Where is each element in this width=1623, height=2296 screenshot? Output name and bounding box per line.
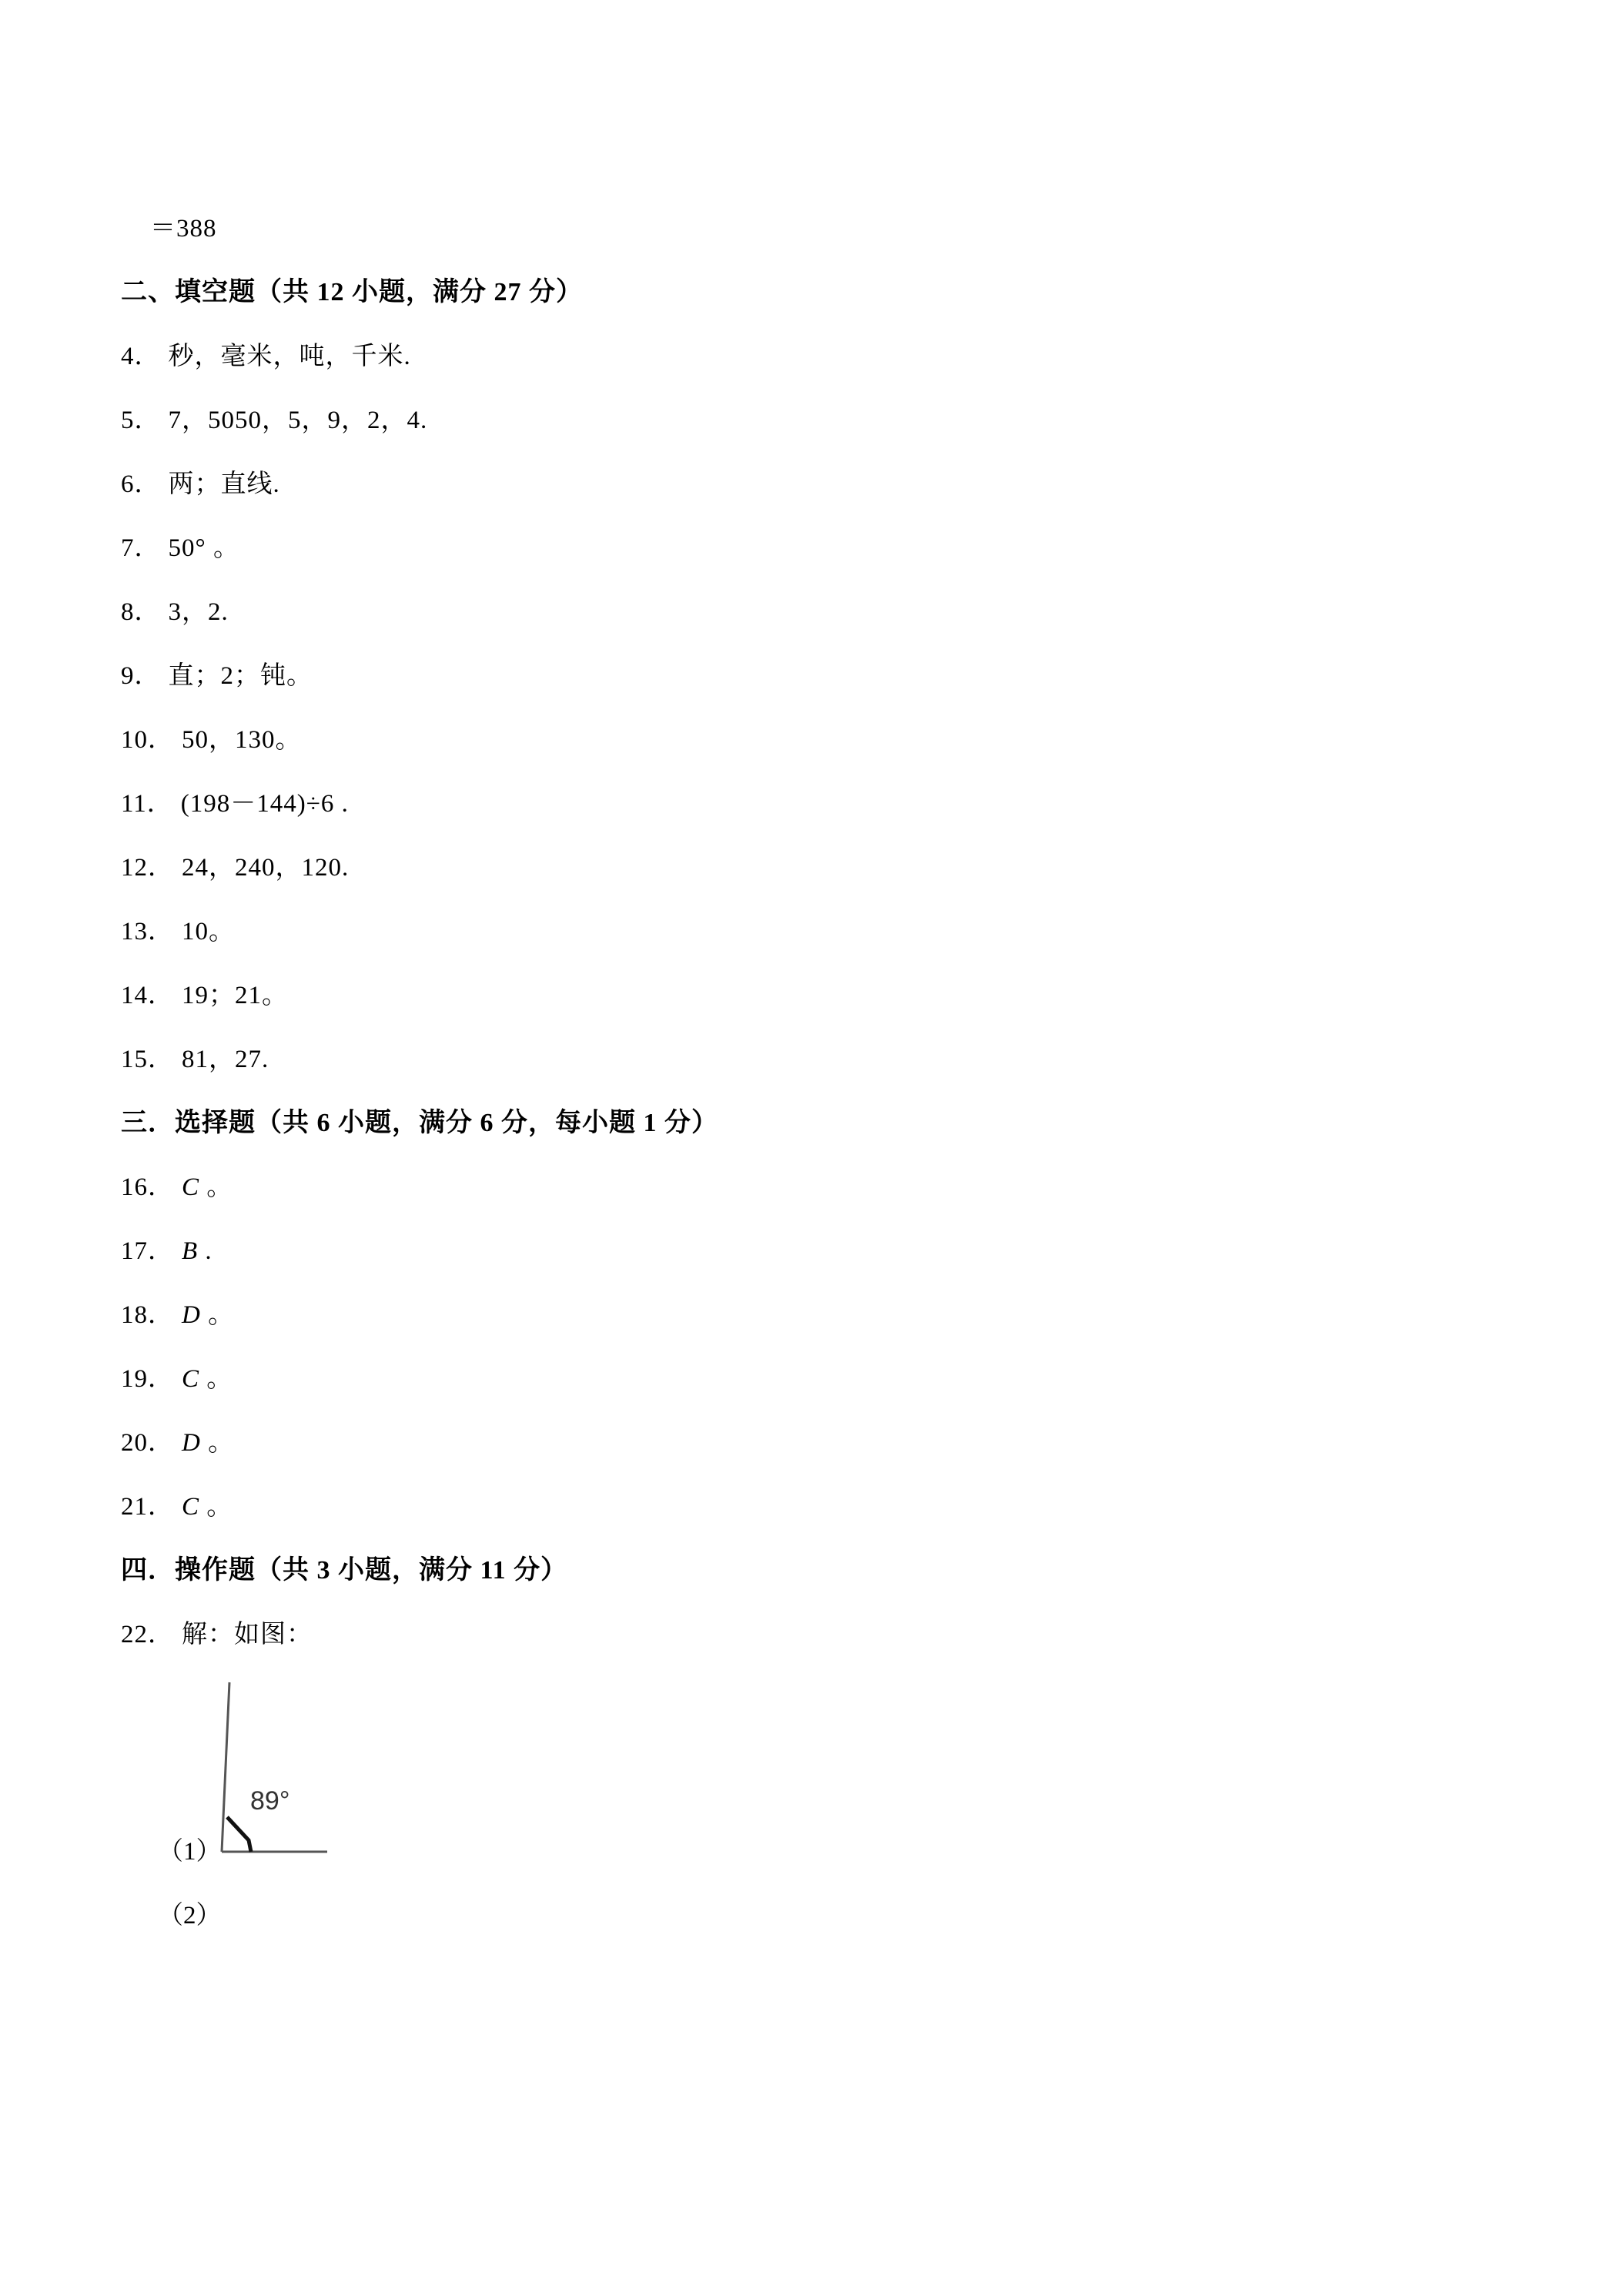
answer-item-13 [121,916,235,947]
section-heading-fill-in: 二、填空题（共 12 小题，满分 27 分） [121,278,583,306]
choice-end: 。 [200,1301,235,1329]
answer-text: 秒，毫米，吨，千米. [168,343,411,370]
part-2-label: （2） [158,1902,222,1930]
question-number: 17． [121,1237,174,1265]
choice-letter: D [182,1301,201,1329]
question-number: 20． [121,1429,174,1457]
answer-item-10 [121,725,302,755]
angle-ray-vertical [222,1682,229,1852]
answer-item-20 [121,1427,234,1458]
answer-text: 3，2. [168,598,229,626]
choice-letter: D [182,1429,201,1457]
answer-item-11 [121,788,349,819]
equation-result [150,213,217,244]
choice-end: 。 [199,1173,233,1201]
question-number: 5． [121,407,161,434]
choice-letter: C [182,1493,200,1521]
answer-text: 直；2；钝。 [168,662,313,690]
answer-item-17 [121,1236,212,1267]
answer-item-7 [121,533,239,564]
question-number: 19． [121,1365,174,1393]
angle-89-figure [208,1675,339,1867]
section-heading-operation: 四．操作题（共 3 小题，满分 11 分） [121,1556,568,1585]
part-1-label: （1） [158,1838,222,1866]
answer-item-14 [121,980,288,1011]
question-number: 21． [121,1493,174,1521]
answer-item-22 [121,1619,313,1650]
question-number: 6． [121,470,161,498]
answer-text: (198－144)÷6 . [180,790,349,818]
angle-label: 89° [250,1786,290,1816]
question-number: 22． [121,1621,174,1648]
question-number: 15． [121,1046,174,1073]
choice-letter: C [182,1365,200,1393]
answer-text: 24，240，120. [182,854,350,882]
question-number: 10． [121,726,174,754]
angle-arc-mark [227,1817,251,1852]
question-number: 9． [121,662,161,690]
question-number: 14． [121,982,174,1009]
answer-text: 50，130。 [182,726,302,754]
question-number: 11． [121,790,173,818]
question-number: 18． [121,1301,174,1329]
answer-text: 50° 。 [168,534,239,562]
choice-letter: C [182,1173,200,1201]
question-number: 12． [121,854,174,882]
question-number: 13． [121,918,174,946]
answer-item-9 [121,661,313,691]
question-number: 7． [121,534,161,562]
answer-text: 两；直线. [168,470,280,498]
answer-text: 81，27. [182,1046,269,1073]
answer-item-19 [121,1364,233,1394]
answer-text: 解：如图： [182,1621,313,1648]
choice-end: 。 [199,1493,233,1521]
answer-item-15 [121,1044,269,1075]
section-heading-multiple-choice: 三．选择题（共 6 小题，满分 6 分，每小题 1 分） [121,1109,718,1137]
answer-item-8 [121,597,229,628]
answer-item-12 [121,852,349,883]
question-number: 8． [121,598,161,626]
choice-end: . [198,1237,212,1265]
choice-letter: B [182,1237,199,1265]
answer-item-18 [121,1300,234,1330]
answer-item-6 [121,469,280,500]
answer-item-5 [121,405,427,436]
choice-end: 。 [200,1429,235,1457]
question-number: 16． [121,1173,174,1201]
answer-item-4 [121,341,411,372]
answer-text: 10。 [182,918,235,946]
question-number: 4． [121,343,161,370]
equation-text: ＝388 [150,215,217,243]
answer-text: 7，5050，5，9，2，4. [168,407,428,434]
answer-item-21 [121,1491,233,1522]
choice-end: 。 [199,1365,233,1393]
answer-item-16 [121,1172,233,1203]
answer-text: 19；21。 [182,982,288,1009]
